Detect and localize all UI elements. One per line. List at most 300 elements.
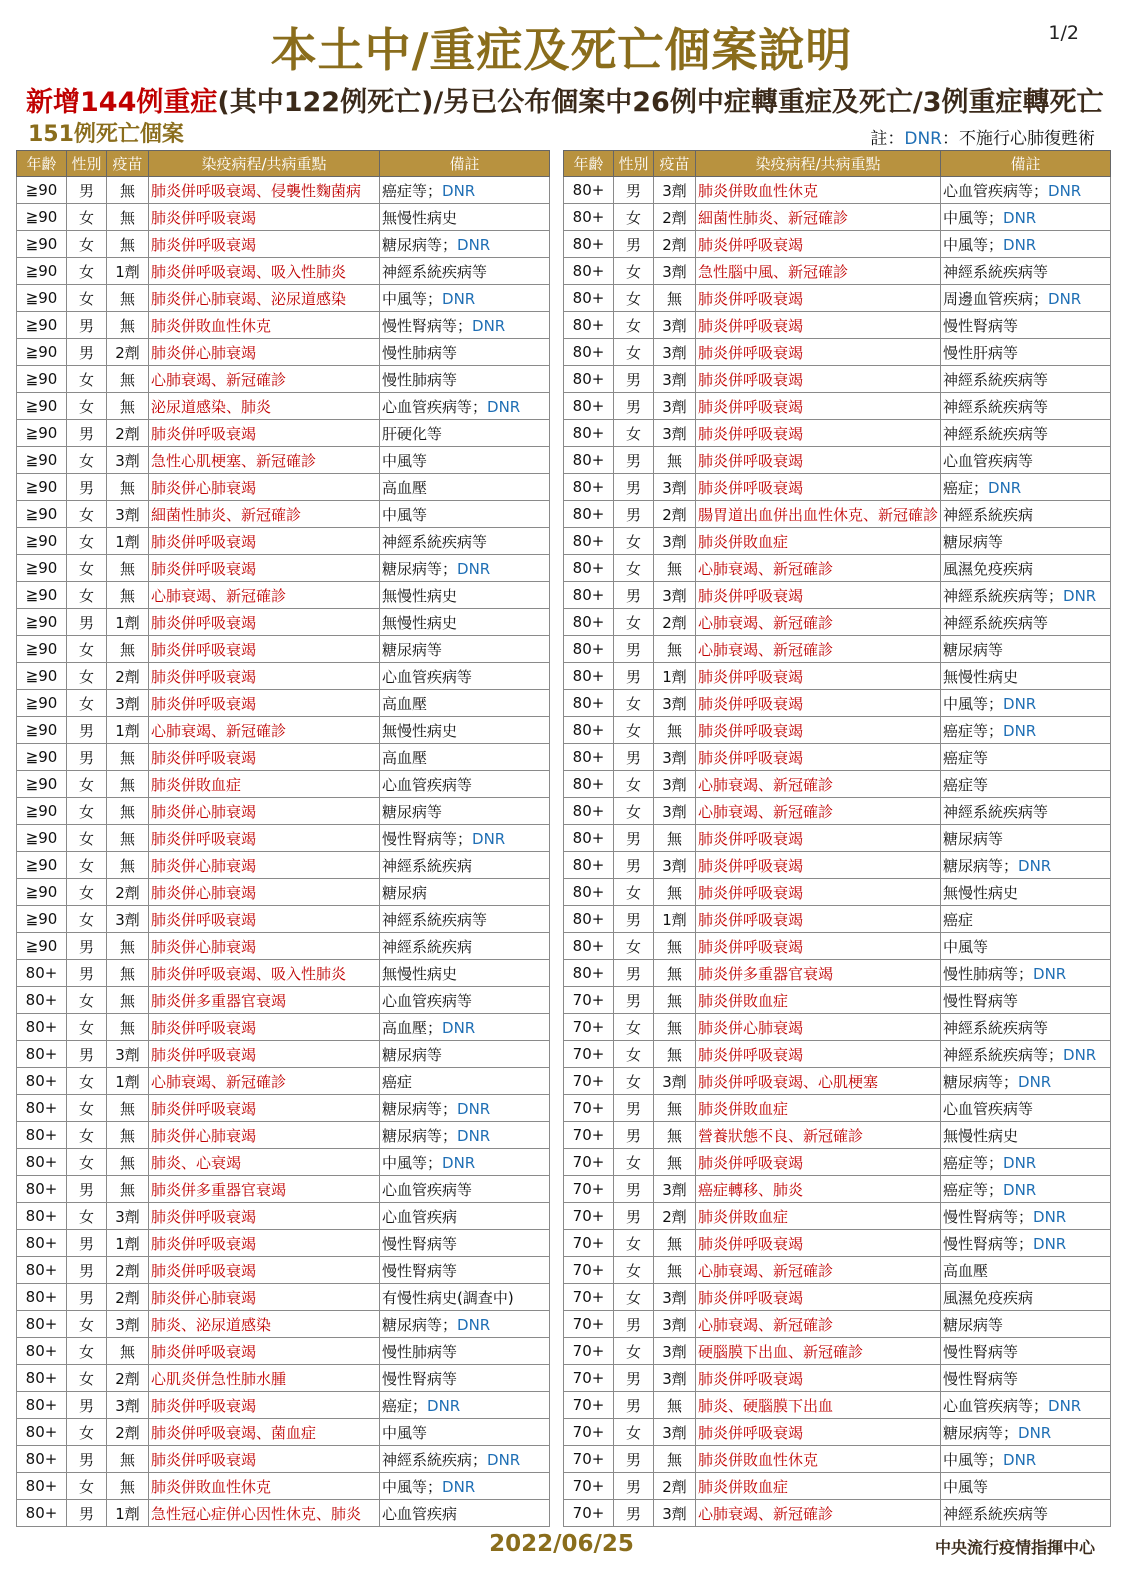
note-cell	[941, 474, 1111, 501]
note-cell	[380, 204, 550, 231]
sex-cell: 女	[614, 1149, 654, 1176]
table-row	[17, 1392, 550, 1419]
table-row	[564, 1176, 1111, 1203]
note-text: 中風等	[382, 1423, 428, 1442]
note-cell	[380, 177, 550, 204]
age-cell: 70+	[564, 1257, 614, 1284]
vaccine-cell: 2劑	[107, 1257, 149, 1284]
course-cell: 肺炎併敗血性休克	[696, 1446, 941, 1473]
note-text: 無慢性病史	[943, 667, 1019, 686]
death-count-heading: 151例死亡個案	[28, 122, 184, 147]
dnr-marker: DNR	[442, 1153, 476, 1172]
vaccine-cell: 3劑	[654, 420, 696, 447]
dnr-marker: DNR	[442, 1018, 476, 1037]
course-cell: 肺炎併呼吸衰竭	[696, 744, 941, 771]
age-cell: 70+	[564, 1500, 614, 1527]
vaccine-cell: 3劑	[654, 339, 696, 366]
age-cell: 80+	[564, 933, 614, 960]
note-text: 慢性肺病等	[382, 1342, 458, 1361]
note-cell	[380, 1041, 550, 1068]
table-row	[564, 663, 1111, 690]
sex-cell: 男	[614, 393, 654, 420]
age-cell: 80+	[17, 1365, 67, 1392]
vaccine-cell: 3劑	[654, 1338, 696, 1365]
age-cell: 80+	[17, 1446, 67, 1473]
note-text: 癌症	[382, 1072, 413, 1091]
age-cell: ≧90	[17, 852, 67, 879]
age-cell: 70+	[564, 1149, 614, 1176]
note-text: 慢性腎病等；DNR	[382, 316, 506, 335]
sex-cell: 男	[67, 1041, 107, 1068]
note-cell	[941, 933, 1111, 960]
course-cell: 肺炎併呼吸衰竭、吸入性肺炎	[149, 258, 380, 285]
note-cell	[941, 1365, 1111, 1392]
sex-cell: 女	[67, 1095, 107, 1122]
table-row	[564, 690, 1111, 717]
vaccine-cell: 無	[654, 1095, 696, 1122]
table-row	[17, 1014, 550, 1041]
table-row	[17, 1338, 550, 1365]
sex-cell: 女	[67, 447, 107, 474]
note-cell	[380, 852, 550, 879]
note-cell	[941, 636, 1111, 663]
age-cell: 80+	[17, 1257, 67, 1284]
note-text: 神經系統疾病等；DNR	[943, 1045, 1097, 1064]
note-text: 糖尿病等；DNR	[943, 1423, 1052, 1442]
note-cell	[941, 1095, 1111, 1122]
note-cell	[380, 960, 550, 987]
note-cell	[941, 960, 1111, 987]
age-cell: 80+	[17, 1122, 67, 1149]
note-text: 神經系統疾病；DNR	[382, 1450, 521, 1469]
sex-cell: 女	[67, 1311, 107, 1338]
note-cell	[380, 690, 550, 717]
note-text: 糖尿病等	[382, 640, 443, 659]
vaccine-cell: 3劑	[107, 1311, 149, 1338]
dnr-marker: DNR	[487, 1450, 521, 1469]
case-table-left	[16, 150, 550, 1527]
vaccine-cell: 1劑	[654, 663, 696, 690]
note-text: 慢性腎病等	[382, 1261, 458, 1280]
dnr-marker: DNR	[1003, 235, 1037, 254]
note-text: 癌症等；DNR	[943, 1153, 1037, 1172]
note-cell	[941, 879, 1111, 906]
dnr-marker: DNR	[457, 559, 491, 578]
age-cell: 80+	[564, 663, 614, 690]
course-cell: 心肺衰竭、新冠確診	[149, 366, 380, 393]
course-cell: 肺炎併心肺衰竭	[149, 1122, 380, 1149]
vaccine-cell: 無	[107, 204, 149, 231]
vaccine-cell: 3劑	[654, 771, 696, 798]
note-cell	[380, 1500, 550, 1527]
sex-cell: 女	[67, 852, 107, 879]
sex-cell: 男	[67, 420, 107, 447]
course-cell: 肺炎併敗血症	[696, 528, 941, 555]
sex-cell: 男	[67, 744, 107, 771]
note-cell	[380, 555, 550, 582]
course-cell: 肺炎併呼吸衰竭	[149, 555, 380, 582]
course-cell: 肺炎併呼吸衰竭	[696, 339, 941, 366]
note-text: 糖尿病等	[382, 802, 443, 821]
note-cell	[941, 717, 1111, 744]
table-row	[17, 717, 550, 744]
course-cell: 肺炎併敗血性休克	[149, 1473, 380, 1500]
age-cell: 80+	[564, 285, 614, 312]
dnr-marker: DNR	[1063, 1045, 1097, 1064]
age-cell: 70+	[564, 1365, 614, 1392]
table-row	[17, 1068, 550, 1095]
table-row	[17, 1473, 550, 1500]
vaccine-cell: 無	[107, 1095, 149, 1122]
note-cell	[941, 690, 1111, 717]
note-text: 無慢性病史	[382, 721, 458, 740]
table-row	[17, 636, 550, 663]
sex-cell: 女	[614, 204, 654, 231]
dnr-marker: DNR	[1048, 1396, 1082, 1415]
table-row	[17, 798, 550, 825]
note-cell	[380, 609, 550, 636]
sex-cell: 男	[614, 366, 654, 393]
vaccine-cell: 無	[107, 474, 149, 501]
course-cell: 肺炎併敗血症	[696, 1203, 941, 1230]
course-cell: 肺炎併呼吸衰竭	[696, 285, 941, 312]
note-text: 糖尿病等；DNR	[382, 235, 491, 254]
age-cell: 80+	[564, 177, 614, 204]
sex-cell: 女	[67, 1419, 107, 1446]
age-cell: ≧90	[17, 177, 67, 204]
course-cell: 肺炎併呼吸衰竭	[696, 1365, 941, 1392]
sex-cell: 男	[67, 1257, 107, 1284]
note-text: 慢性肺病等	[382, 343, 458, 362]
sex-cell: 男	[614, 1365, 654, 1392]
sex-cell: 男	[614, 582, 654, 609]
course-cell: 肺炎併呼吸衰竭	[149, 1230, 380, 1257]
age-cell: ≧90	[17, 312, 67, 339]
table-row	[564, 1338, 1111, 1365]
age-cell: 70+	[564, 1068, 614, 1095]
sex-cell: 男	[614, 744, 654, 771]
age-cell: ≧90	[17, 663, 67, 690]
table-row	[17, 366, 550, 393]
note-text: 神經系統疾病等	[943, 370, 1049, 389]
note-cell	[941, 1392, 1111, 1419]
age-cell: 80+	[564, 555, 614, 582]
note-text: 中風等；DNR	[382, 1477, 476, 1496]
note-text: 心血管疾病等	[943, 1099, 1034, 1118]
vaccine-cell: 2劑	[654, 1203, 696, 1230]
sex-cell: 男	[614, 636, 654, 663]
age-cell: 80+	[17, 1014, 67, 1041]
sex-cell: 女	[67, 555, 107, 582]
table-row	[564, 1284, 1111, 1311]
note-text: 癌症；DNR	[943, 478, 1022, 497]
vaccine-cell: 無	[654, 1257, 696, 1284]
table-row	[564, 1392, 1111, 1419]
note-text: 高血壓；DNR	[382, 1018, 476, 1037]
vaccine-cell: 無	[107, 231, 149, 258]
note-cell	[380, 1149, 550, 1176]
age-cell: 80+	[564, 501, 614, 528]
table-row	[564, 1068, 1111, 1095]
course-cell: 肺炎併心肺衰竭	[149, 474, 380, 501]
note-text: 慢性腎病等；DNR	[943, 1207, 1067, 1226]
sex-cell: 女	[67, 204, 107, 231]
table-row	[564, 906, 1111, 933]
report-date: 2022/06/25	[489, 1531, 634, 1557]
course-cell: 心肺衰竭、新冠確診	[149, 717, 380, 744]
age-cell: 80+	[17, 1176, 67, 1203]
age-cell: 80+	[564, 717, 614, 744]
course-cell: 肺炎併呼吸衰竭、侵襲性麴菌病	[149, 177, 380, 204]
table-header-row	[564, 151, 1111, 177]
note-text: 癌症等	[943, 775, 989, 794]
note-cell	[380, 366, 550, 393]
table-row	[564, 177, 1111, 204]
note-text: 癌症等；DNR	[943, 721, 1037, 740]
course-cell: 急性冠心症併心因性休克、肺炎	[149, 1500, 380, 1527]
table-row	[17, 447, 550, 474]
note-text: 癌症等	[943, 748, 989, 767]
table-row	[564, 933, 1111, 960]
note-cell	[380, 582, 550, 609]
age-cell: ≧90	[17, 204, 67, 231]
note-text: 糖尿病等；DNR	[943, 856, 1052, 875]
note-text: 神經系統疾病等	[943, 424, 1049, 443]
sex-cell: 女	[67, 663, 107, 690]
dnr-marker: DNR	[472, 316, 506, 335]
table-row	[17, 906, 550, 933]
note-cell	[941, 906, 1111, 933]
dnr-marker: DNR	[457, 235, 491, 254]
vaccine-cell: 無	[107, 825, 149, 852]
sex-cell: 女	[614, 933, 654, 960]
note-text: 慢性腎病等	[382, 1369, 458, 1388]
sex-cell: 男	[67, 609, 107, 636]
age-cell: 80+	[564, 636, 614, 663]
vaccine-cell: 3劑	[654, 852, 696, 879]
sex-cell: 女	[67, 1473, 107, 1500]
note-cell	[941, 744, 1111, 771]
course-cell: 肺炎併呼吸衰竭	[696, 420, 941, 447]
col-sex-header: 性別	[614, 151, 654, 177]
table-row	[564, 1257, 1111, 1284]
table-row	[564, 204, 1111, 231]
age-cell: 70+	[564, 1446, 614, 1473]
note-cell	[380, 1014, 550, 1041]
course-cell: 肺炎併敗血症	[696, 1095, 941, 1122]
vaccine-cell: 3劑	[654, 1176, 696, 1203]
vaccine-cell: 無	[107, 960, 149, 987]
table-row	[17, 690, 550, 717]
age-cell: 80+	[564, 420, 614, 447]
note-text: 高血壓	[382, 478, 428, 497]
table-row	[17, 258, 550, 285]
col-age-header: 年齡	[17, 151, 67, 177]
sex-cell: 男	[614, 906, 654, 933]
age-cell: 80+	[17, 1338, 67, 1365]
note-cell	[380, 1257, 550, 1284]
note-cell	[380, 312, 550, 339]
table-row	[564, 231, 1111, 258]
course-cell: 肺炎併呼吸衰竭	[696, 933, 941, 960]
vaccine-cell: 2劑	[107, 339, 149, 366]
sex-cell: 女	[614, 420, 654, 447]
sex-cell: 男	[614, 1122, 654, 1149]
vaccine-cell: 無	[654, 933, 696, 960]
vaccine-cell: 無	[654, 1122, 696, 1149]
course-cell: 癌症轉移、肺炎	[696, 1176, 941, 1203]
vaccine-cell: 3劑	[654, 258, 696, 285]
subtitle-new-severe: 新增144例重症	[26, 87, 218, 118]
age-cell: ≧90	[17, 609, 67, 636]
age-cell: ≧90	[17, 447, 67, 474]
course-cell: 肺炎併多重器官衰竭	[696, 960, 941, 987]
course-cell: 肺炎併呼吸衰竭	[696, 717, 941, 744]
table-row	[17, 393, 550, 420]
dnr-marker: DNR	[1048, 181, 1082, 200]
vaccine-cell: 無	[107, 852, 149, 879]
note-text: 中風等；DNR	[943, 1450, 1037, 1469]
table-row	[17, 1419, 550, 1446]
vaccine-cell: 2劑	[107, 879, 149, 906]
vaccine-cell: 無	[107, 1122, 149, 1149]
note-cell	[380, 1311, 550, 1338]
note-cell	[941, 555, 1111, 582]
age-cell: ≧90	[17, 393, 67, 420]
note-text: 心血管疾病等；DNR	[943, 1396, 1082, 1415]
course-cell: 肺炎併呼吸衰竭	[149, 825, 380, 852]
age-cell: 80+	[564, 204, 614, 231]
vaccine-cell: 3劑	[654, 1311, 696, 1338]
vaccine-cell: 3劑	[654, 1365, 696, 1392]
vaccine-cell: 1劑	[107, 258, 149, 285]
vaccine-cell: 3劑	[654, 1284, 696, 1311]
note-text: 心血管疾病等	[382, 775, 473, 794]
course-cell: 心肌炎併急性肺水腫	[149, 1365, 380, 1392]
sex-cell: 男	[67, 1230, 107, 1257]
table-row	[17, 1176, 550, 1203]
col-vaccine-header: 疫苗	[654, 151, 696, 177]
table-row	[564, 825, 1111, 852]
age-cell: ≧90	[17, 231, 67, 258]
vaccine-cell: 無	[654, 1446, 696, 1473]
course-cell: 肺炎併心肺衰竭	[696, 1014, 941, 1041]
note-cell	[941, 1419, 1111, 1446]
note-cell	[380, 1284, 550, 1311]
note-text: 神經系統疾病等	[382, 532, 488, 551]
table-row	[564, 771, 1111, 798]
vaccine-cell: 2劑	[654, 204, 696, 231]
vaccine-cell: 無	[107, 987, 149, 1014]
age-cell: 70+	[564, 1338, 614, 1365]
age-cell: 80+	[17, 1500, 67, 1527]
note-cell	[380, 771, 550, 798]
vaccine-cell: 無	[107, 771, 149, 798]
age-cell: ≧90	[17, 690, 67, 717]
note-text: 糖尿病等	[382, 1045, 443, 1064]
vaccine-cell: 2劑	[107, 1419, 149, 1446]
course-cell: 肺炎併呼吸衰竭	[149, 420, 380, 447]
course-cell: 肺炎併呼吸衰竭	[696, 906, 941, 933]
dnr-note	[870, 124, 1095, 149]
sex-cell: 男	[614, 1176, 654, 1203]
course-cell: 肺炎併呼吸衰竭	[149, 1392, 380, 1419]
note-text: 神經系統疾病等	[943, 1018, 1049, 1037]
note-text: 中風等	[943, 937, 989, 956]
note-text: 慢性腎病等	[943, 991, 1019, 1010]
note-text: 神經系統疾病等	[943, 397, 1049, 416]
table-row	[17, 825, 550, 852]
note-cell	[941, 1068, 1111, 1095]
note-text: 慢性腎病等	[943, 1369, 1019, 1388]
course-cell: 細菌性肺炎、新冠確診	[696, 204, 941, 231]
vaccine-cell: 3劑	[654, 690, 696, 717]
note-cell	[380, 1068, 550, 1095]
table-row	[17, 1203, 550, 1230]
age-cell: 80+	[17, 1041, 67, 1068]
vaccine-cell: 無	[107, 312, 149, 339]
course-cell: 肺炎併呼吸衰竭	[149, 744, 380, 771]
sex-cell: 女	[67, 636, 107, 663]
note-text: 癌症；DNR	[382, 1396, 461, 1415]
age-cell: 70+	[564, 1230, 614, 1257]
sex-cell: 男	[614, 987, 654, 1014]
note-text: 慢性腎病等；DNR	[943, 1234, 1067, 1253]
vaccine-cell: 無	[654, 987, 696, 1014]
table-row	[564, 798, 1111, 825]
note-text: 高血壓	[382, 694, 428, 713]
vaccine-cell: 無	[107, 798, 149, 825]
course-cell: 肺炎併呼吸衰竭	[149, 1041, 380, 1068]
age-cell: 80+	[17, 1311, 67, 1338]
age-cell: ≧90	[17, 285, 67, 312]
dnr-marker: DNR	[1003, 1153, 1037, 1172]
dnr-marker: DNR	[487, 397, 521, 416]
course-cell: 肺炎併心肺衰竭	[149, 339, 380, 366]
age-cell: 70+	[564, 1041, 614, 1068]
note-text: 心血管疾病等	[382, 991, 473, 1010]
course-cell: 細菌性肺炎、新冠確診	[149, 501, 380, 528]
note-cell	[380, 474, 550, 501]
sex-cell: 女	[614, 258, 654, 285]
vaccine-cell: 無	[654, 1014, 696, 1041]
note-cell	[941, 1230, 1111, 1257]
note-cell	[380, 663, 550, 690]
note-cell	[380, 285, 550, 312]
age-cell: ≧90	[17, 879, 67, 906]
dnr-marker: DNR	[472, 829, 506, 848]
sex-cell: 女	[67, 906, 107, 933]
sex-cell: 男	[614, 177, 654, 204]
course-cell: 肺炎併呼吸衰竭	[149, 1338, 380, 1365]
vaccine-cell: 1劑	[107, 609, 149, 636]
note-text: 風濕免疫疾病	[943, 1288, 1034, 1307]
note-cell	[380, 1203, 550, 1230]
note-cell	[380, 1392, 550, 1419]
note-cell	[380, 1338, 550, 1365]
course-cell: 肺炎併多重器官衰竭	[149, 987, 380, 1014]
vaccine-cell: 2劑	[107, 1365, 149, 1392]
note-cell	[941, 393, 1111, 420]
note-cell	[380, 231, 550, 258]
col-course-header: 染疫病程/共病重點	[696, 151, 941, 177]
course-cell: 肺炎併呼吸衰竭	[149, 1203, 380, 1230]
vaccine-cell: 1劑	[107, 717, 149, 744]
course-cell: 心肺衰竭、新冠確診	[696, 771, 941, 798]
note-cell	[941, 366, 1111, 393]
table-row	[17, 1149, 550, 1176]
age-cell: ≧90	[17, 366, 67, 393]
